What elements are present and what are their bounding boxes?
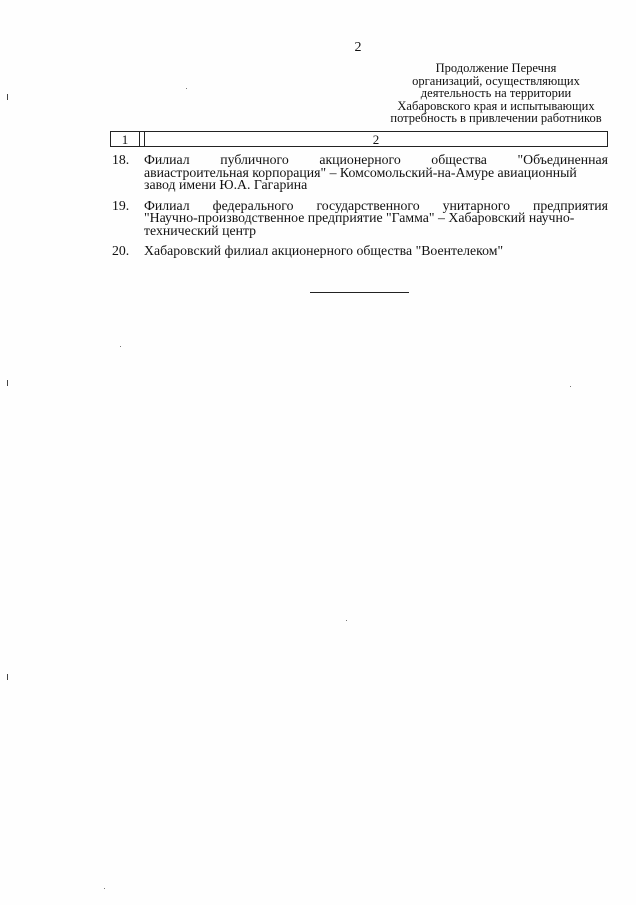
heading-line: Продолжение Перечня xyxy=(435,61,557,75)
scan-mark xyxy=(7,94,8,100)
column-number-2: 2 xyxy=(372,132,380,147)
organization-list xyxy=(112,154,608,266)
continuation-heading xyxy=(380,62,612,125)
heading-line: Хабаровского края и испытывающих xyxy=(397,98,595,113)
item-number: 18. xyxy=(112,152,130,167)
scan-speck xyxy=(120,346,121,347)
scan-mark xyxy=(7,380,8,386)
item-text xyxy=(144,245,608,258)
heading-line: потребность в привлечении работников xyxy=(390,111,602,125)
item-line: "Научно-производственное предприятие "Гамма" – Хабаровский научно- xyxy=(144,210,575,225)
scan-speck xyxy=(346,620,347,621)
item-line: авиастроительная корпорация" – Комсомольский-на-Амуре авиационный xyxy=(144,164,577,180)
item-number: 20. xyxy=(112,243,130,258)
heading-line: деятельность на территории xyxy=(420,86,572,100)
list-item xyxy=(112,245,608,258)
list-item xyxy=(112,197,608,238)
item-line: Филиал публичного акционерного общества "Объединенная xyxy=(144,152,608,167)
column-number-1: 1 xyxy=(111,132,140,146)
list-item xyxy=(112,154,608,192)
item-text xyxy=(144,197,608,238)
end-of-list-rule xyxy=(310,292,409,293)
scan-speck xyxy=(186,88,187,89)
scan-mark xyxy=(7,674,8,680)
heading-line: организаций, осуществляющих xyxy=(412,73,580,88)
item-line: Филиал федерального государственного унитарного предприятия xyxy=(144,197,608,213)
page-number: 2 xyxy=(354,40,362,55)
scan-speck xyxy=(570,386,571,387)
item-line: завод имени Ю.А. Гагарина xyxy=(144,177,308,192)
item-line: Хабаровский филиал акционерного общества "Воентелеком" xyxy=(144,243,504,258)
item-number: 19. xyxy=(112,197,130,213)
item-line: технический центр xyxy=(144,222,257,238)
scan-speck xyxy=(104,888,105,889)
item-text xyxy=(144,154,608,192)
table-column-header xyxy=(110,131,608,147)
